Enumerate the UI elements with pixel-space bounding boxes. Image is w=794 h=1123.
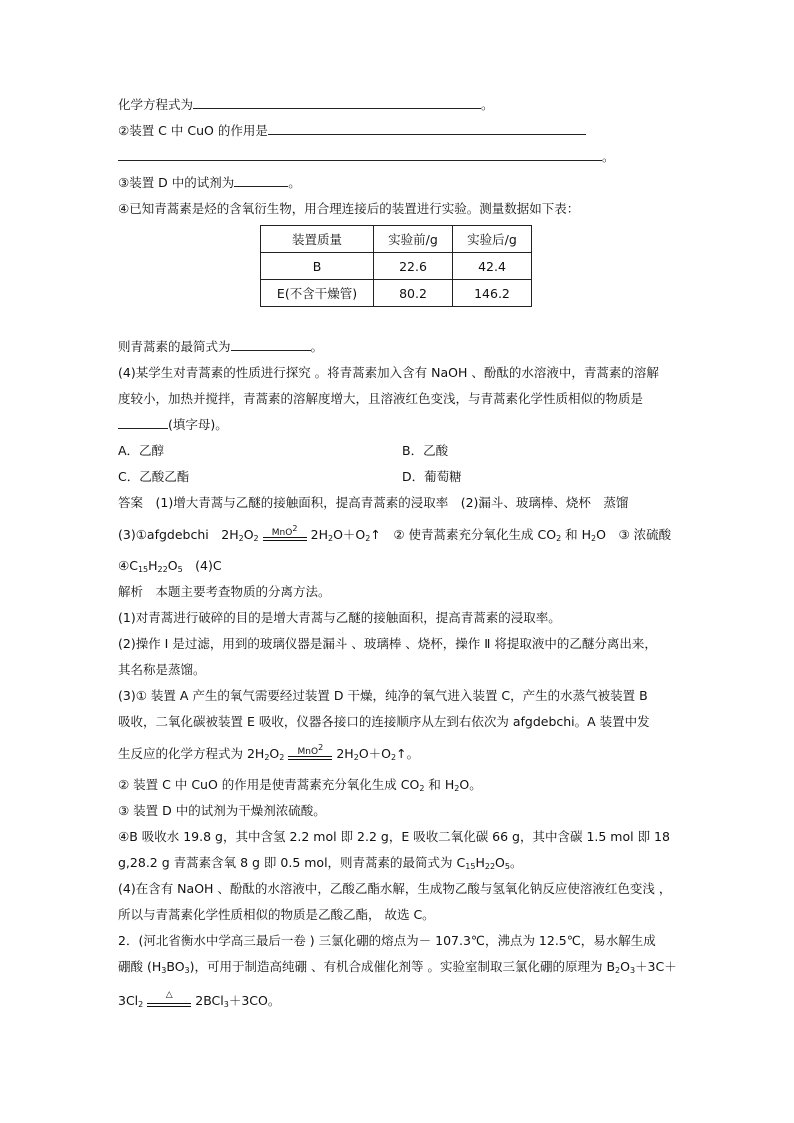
table-header: 实验后/g [453,226,532,253]
option-c[interactable]: C．乙酸乙酯 [118,469,190,484]
answer-blank[interactable] [118,148,602,161]
analysis-calculation-continued: g,28.2 g 青蒿素含氧 8 g 即 0.5 mol，则青蒿素的最简式为 $C_{15}H_{22}O_5$。 [118,855,523,871]
answer-line-2: (3)①afgdebchi $2H_2O_2$ MnO$^2$ $2H_2O+O_2↑$ ② 使青蒿素充分氧化生成 $CO_2$ 和 $H_2O$ ③ 浓硫酸 [118,523,672,543]
answer-blank[interactable] [268,122,586,135]
analysis-cuo: ② 装置 C 中 CuO 的作用是使青蒿素充分氧化生成 $CO_2$ 和 $H_2O$。 [118,777,482,793]
analysis-title: 解析 本题主要考查物质的分离方法。 [118,584,331,599]
table-cell: B [261,253,374,280]
reaction-arrow: MnO$^2$ [288,748,332,762]
analysis-part-4: (4)在含有 NaOH 、酚酞的水溶液中，乙酸乙酯水解，生成物乙酸与氢氧化钠反应使溶液红色变浅 ， [118,881,672,896]
reaction-arrow: MnO$^2$ [263,529,307,543]
option-a[interactable]: A．乙醇 [118,443,165,458]
answer-line-1: 答案 (1)增大青蒿与乙醚的接触面积，提高青蒿素的浸取率 (2)漏斗、玻璃棒、烧杯 蒸馏 [118,495,629,510]
question-4: ④已知青蒿素是烃的含氧衍生物，用合理连接后的装置进行实验。测量数据如下表： [118,201,580,216]
table-header: 装置质量 [261,226,374,253]
analysis-part-4-continued: 所以与青蒿素化学性质相似的物质是乙酸乙酯， 故选 C。 [118,907,435,922]
table-row [261,280,532,307]
option-b[interactable]: B．乙酸 [402,443,449,458]
option-d[interactable]: D．葡萄糖 [402,469,462,484]
analysis-part-3: (3)① 装置 A 产生的氧气需要经过装置 D 干燥，纯净的氧气进入装置 C，产生的水蒸气被装置 B [118,688,648,703]
analysis-calculation: ④B 吸收水 19.8 g，其中含氢 2.2 mol 即 2.2 g，E 吸收二氧化碳 66 g，其中含碳 1.5 mol 即 18 [118,829,670,844]
part-4-line-1: (4)某学生对青蒿素的性质进行探究 。将青蒿素加入含有 NaOH 、酚酞的水溶液中，青蒿素的溶解 [118,365,659,380]
problem-2-line-1: 2．(河北省衡水中学高三最后一卷 ) 三氯化硼的熔点为－ 107.3℃，沸点为 12.5℃，易水解生成 [118,933,656,948]
answer-blank[interactable] [231,338,311,351]
part-4-line-3: (填字母)。 [118,416,228,434]
part-4-line-2: 度较小，加热并搅拌，青蒿素的溶解度增大，且溶液红色变浅，与青蒿素化学性质相似的物质是 [118,391,644,406]
question-2: ②装置 C 中 CuO 的作用是 [118,122,586,140]
table-row [261,253,532,280]
question-2-continued: 。 [118,148,615,166]
equation-question: 化学方程式为 。 [118,97,494,112]
answer-line-3: $④C_{15}H_{22}O_5$ (4)C [118,558,222,574]
table-cell: 22.6 [374,253,453,280]
formula-question: 则青蒿素的最简式为 。 [118,339,324,354]
table-cell: 80.2 [374,280,453,307]
table-header: 实验前/g [374,226,453,253]
analysis-part-2-continued: 其名称是蒸馏。 [118,662,206,677]
table-cell: E(不含干燥管) [261,280,374,307]
table-cell: 146.2 [453,280,532,307]
answer-blank[interactable] [118,416,168,429]
analysis-part-3-equation: 生反应的化学方程式为 $2H_2O_2$ MnO$^2$ $2H_2O+O_2↑$。 [118,742,420,762]
analysis-reagent: ③ 装置 D 中的试剂为干燥剂浓硫酸。 [118,803,326,818]
analysis-part-1: (1)对青蒿进行破碎的目的是增大青蒿与乙醚的接触面积，提高青蒿素的浸取率。 [118,610,561,625]
table-cell: 42.4 [453,253,532,280]
equation-label: 化学方程式为 [118,97,194,112]
measurement-table [260,225,532,307]
reaction-arrow: △ [147,995,191,1009]
answer-blank[interactable] [234,174,288,187]
problem-2-line-2: 硼酸 $(H_3BO_3)$，可用于制造高纯硼 、有机合成催化剂等 。实验室制取三氯化硼的原理为 $B_2O_3+3C+$ [118,959,677,975]
answer-blank[interactable] [193,96,481,109]
question-3: ③装置 D 中的试剂为 。 [118,175,301,190]
problem-2-equation: $3Cl_2$ △ 2BCl$_3$＋3CO。 [118,989,281,1009]
analysis-part-2: (2)操作 Ⅰ 是过滤，用到的玻璃仪器是漏斗 、玻璃棒 、烧杯，操作 Ⅱ 将提取液中的乙醚分离出来， [118,636,657,651]
table-header-row [261,226,532,253]
analysis-part-3-line-2: 吸收，二氧化碳被装置 E 吸收，仪器各接口的连接顺序从左到右依次为 afgdebchi。A 装置中发 [118,714,650,729]
